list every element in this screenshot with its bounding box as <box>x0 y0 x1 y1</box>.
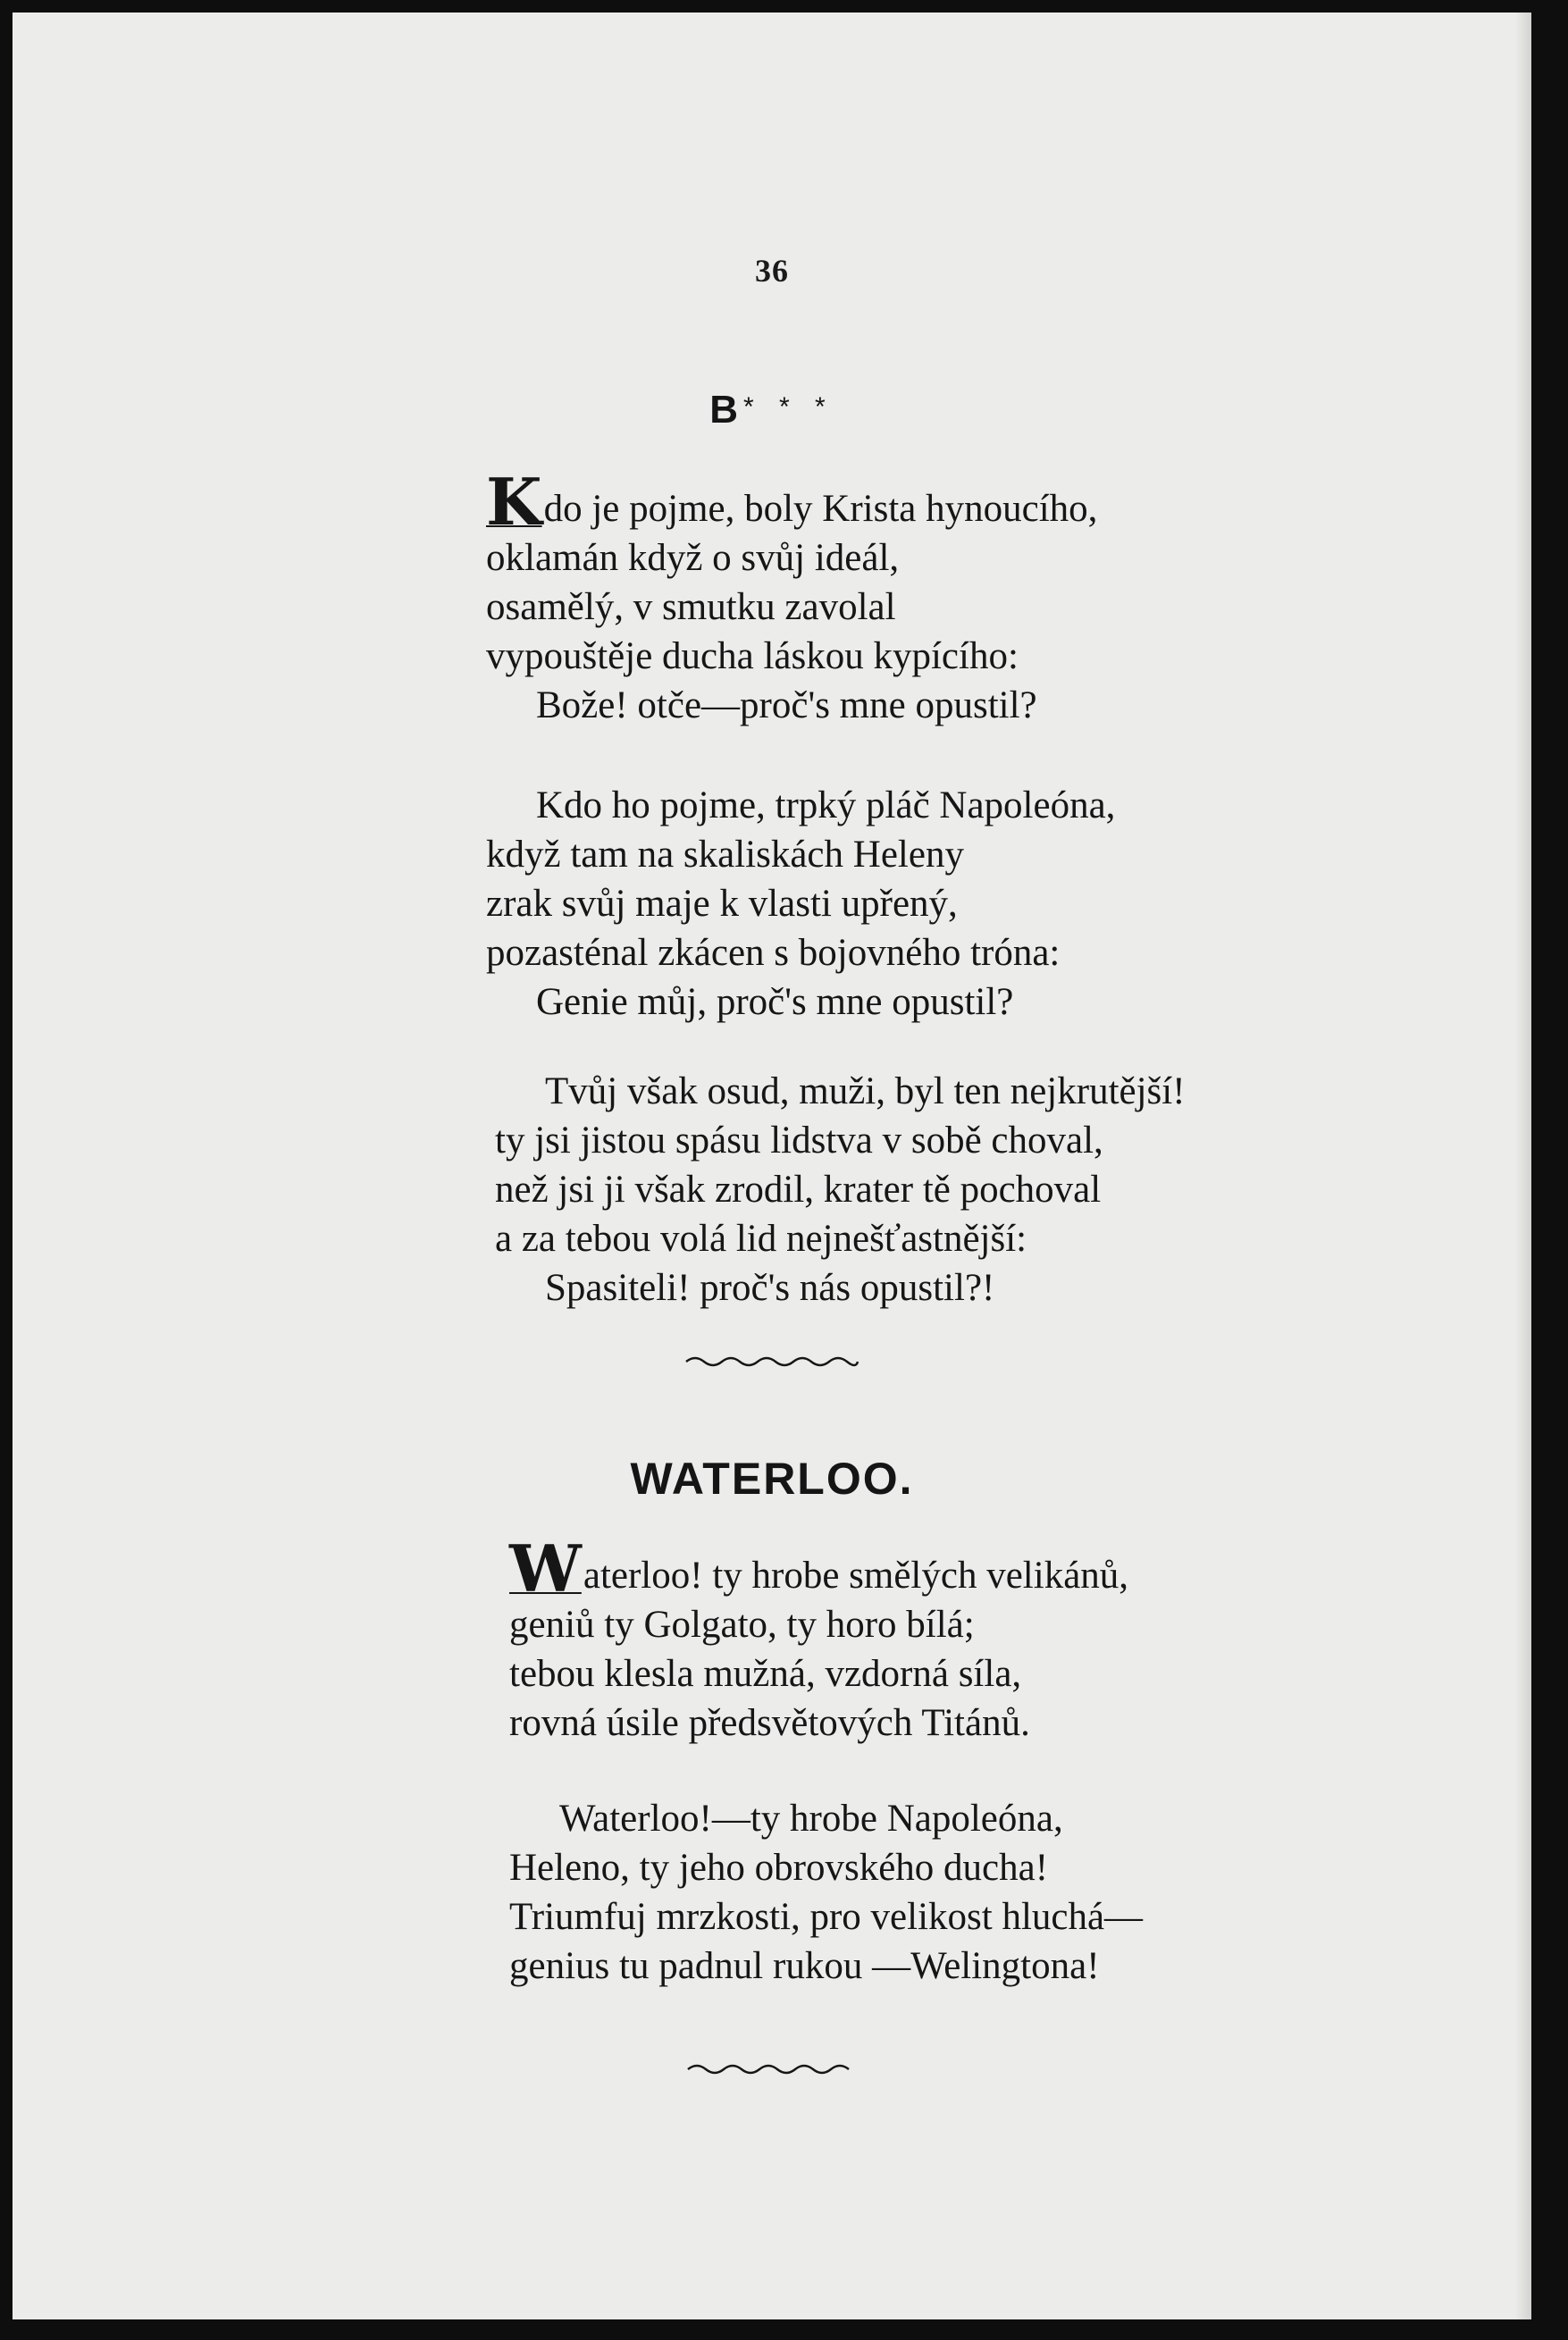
verse-line: a za tebou volá lid nejnešťastnější: <box>495 1218 1027 1260</box>
wave-ornament-graphic <box>683 1353 861 1372</box>
verse-line: Tvůj však osud, muži, byl ten nejkrutější! <box>545 1070 1186 1112</box>
verse-line: genius tu padnul rukou —Welingtona! <box>509 1945 1100 1987</box>
poem2-stanza-1 <box>509 1531 1129 1748</box>
page-number: 36 <box>755 253 789 289</box>
verse-line: Bože! otče—proč's mne opustil? <box>536 684 1037 726</box>
poem1-stanza-2 <box>486 781 1115 1027</box>
verse-line: ty jsi jistou spásu lidstva v sobě choval, <box>495 1120 1103 1162</box>
verse-line: než jsi ji však zrodil, krater tě pochoval <box>495 1169 1102 1211</box>
page-edge-shadow <box>1515 13 1531 2319</box>
verse-line: Genie můj, proč's mne opustil? <box>536 981 1014 1023</box>
verse-line: pozasténal zkácen s bojovného tróna: <box>486 932 1061 974</box>
poem2-stanza-2 <box>509 1794 1143 1991</box>
poem1-title <box>13 388 1531 432</box>
verse-line: zrak svůj maje k vlasti upřený, <box>486 883 958 925</box>
wave-ornament-graphic <box>683 2059 861 2078</box>
poem1-stanza-1 <box>486 464 1098 730</box>
poem1-title-stars: * * * <box>743 392 834 422</box>
verse-line: oklamán když o svůj ideál, <box>486 537 900 579</box>
book-page <box>13 13 1531 2319</box>
verse-line: Kdo je pojme, boly Krista hynoucího, <box>486 464 1098 540</box>
verse-line: Waterloo! ty hrobe smělých velikánů, <box>509 1531 1129 1606</box>
poem1-title-letter: B <box>709 388 739 432</box>
verse-line: Waterloo!—ty hrobe Napoleóna, <box>559 1798 1063 1840</box>
verse-line: rovná úsile předsvětových Titánů. <box>509 1702 1030 1744</box>
dropcap-letter: K <box>486 464 542 540</box>
verse-line: geniů ty Golgato, ty horo bílá; <box>509 1604 975 1646</box>
poem2-title: WATERLOO. <box>630 1454 914 1504</box>
verse-line: vypouštěje ducha láskou kypícího: <box>486 635 1019 677</box>
verse-line: osamělý, v smutku zavolal <box>486 586 896 628</box>
verse-line: Kdo ho pojme, trpký pláč Napoleóna, <box>536 784 1116 826</box>
verse-line: Triumfuj mrzkosti, pro velikost hluchá— <box>509 1896 1144 1938</box>
dropcap-letter: W <box>509 1531 582 1606</box>
verse-line: Spasiteli! proč's nás opustil?! <box>545 1267 995 1309</box>
verse-line: Heleno, ty jeho obrovského ducha! <box>509 1847 1049 1889</box>
poem1-stanza-3 <box>495 1067 1186 1313</box>
wave-ornament <box>13 1353 1531 1377</box>
wave-ornament <box>13 2059 1531 2083</box>
verse-line: když tam na skaliskách Heleny <box>486 834 964 876</box>
verse-line: tebou klesla mužná, vzdorná síla, <box>509 1653 1022 1695</box>
